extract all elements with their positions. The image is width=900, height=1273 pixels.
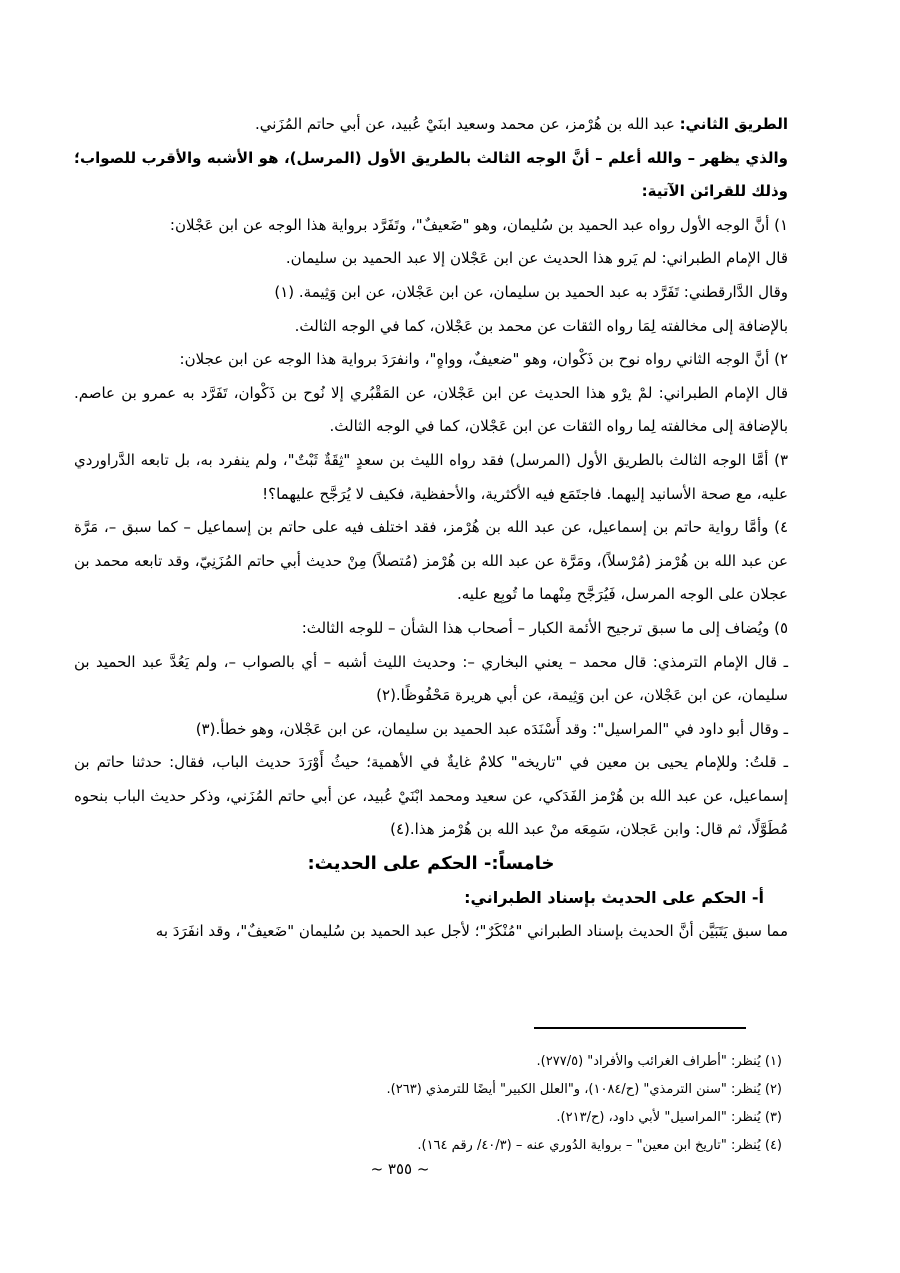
abu-dawud-quote: ـ وقال أبو داود في "المراسيل": وقد أَسْنَدَه عبد الحميد بن سليمان، عن ابن عَجْلان، وهو خطأ.(٣) (195, 719, 788, 738)
footnote-separator (534, 1027, 746, 1029)
conclusion-paragraph: والذي يظهر – والله أعلم – أنَّ الوجه الثالث بالطريق الأول (المرسل)، هو الأشبه والأقرب للصواب؛ وذلك للقرائن الآتية: (74, 148, 788, 201)
tirmidhi-quote: ـ قال الإمام الترمذي: قال محمد – يعني البخاري –: وحديث الليث أشبه – أي بالصواب –، ولم يَعُدَّ عبد الحميد بن سليمان، عن ابن عَجْلان، عن ابن وَثِيمة، عن أبي هريرة مَحْفُوظًا.(٢) (74, 652, 788, 705)
point-3: ٣) أمَّا الوجه الثالث بالطريق الأول (المرسل) فقد رواه الليث بن سعدٍ "ثِقَةٌ ثَبْتٌ"، ولم ينفرد به، بل تابعه الدَّراوردي عليه، مع صحة الأسانيد إليهما. فاجتَمَع فيه الأكثرية، والأحفظية، فكيف لا يُرَجَّح عليهما؟! (74, 450, 788, 503)
page-number: ~ ٣٥٥ ~ (370, 1160, 430, 1178)
point-5: ٥) ويُضاف إلى ما سبق ترجيح الأئمة الكبار – أصحاب هذا الشأن – للوجه الثالث: (301, 618, 788, 637)
footnote-3: (٣) يُنظر: "المراسيل" لأبي داود، (ح/٢١٣). (556, 1110, 782, 1125)
point-4: ٤) وأمَّا رواية حاتم بن إسماعيل، عن عبد الله بن هُرْمز، فقد اختلف فيه على حاتم بن إسماعيل – كما سبق –، مَرَّة عن عبد الله بن هُرْمز (مُرْسلاً)، ومَرَّة عن عبد الله بن هُرْمز (مُتصلاً) مِنْ حديث أبي حاتم المُزَنِيّ، وقد تابعه محمد بن عجلان على الوجه المرسل، فَيُرَجَّح مِنْهما ما تُوبِع عليه. (74, 518, 788, 604)
footnote-2: (٢) يُنظر: "سنن الترمذي" (ح/١٠٨٤)، و"العلل الكبير" أيضًا للترمذي (٢٦٣). (386, 1082, 782, 1097)
subsection-title: أ- الحكم على الحديث بإسناد الطبراني: (464, 888, 764, 908)
second-path-paragraph (74, 108, 788, 142)
footnote-1: (١) يُنظر: "أطراف الغرائب والأفراد" (٢٧٧/٥). (536, 1054, 782, 1069)
point-2: ٢) أنَّ الوجه الثاني رواه نوح بن ذَكْوان، وهو "ضعيفٌ، وواهٍ"، وانفرَدَ برواية هذا الوجه عن ابن عجلان: (179, 350, 788, 369)
point-1: ١) أنَّ الوجه الأول رواه عبد الحميد بن سُليمان، وهو "ضَعيفٌ"، وتَفَرَّد برواية هذا الوجه عن ابن عَجْلان: (169, 215, 788, 234)
point-2-tabarani: قال الإمام الطبراني: لمْ يرْو هذا الحديث عن ابن عَجْلان، عن المَقْبُري إلا نُوح بن ذَكْوان، تَفَرَّد به عمرو بن عاصم. بالإضافة إلى مخالفته لِما رواه الثقات عن ابن عَجْلان، كما في الوجه الثالث. (74, 383, 788, 436)
section-title: خامساً:- الحكم على الحديث: (307, 853, 555, 875)
ibn-maeen-quote: ـ قلتُ: وللإمام يحيى بن معين في "تاريخه" كلامٌ غايةٌ في الأهمية؛ حيثُ أَوْرَدَ حديث الباب، فقال: حدثنا حاتم بن إسماعيل، عن عبد الله بن هُرْمز الفَدَكي، عن سعيد ومحمد ابْنَيْ عُبيد، عن أبي حاتم المُزَني، وذكر حديث الباب بنحوه مُطَوَّلًا، ثم قال: وابن عَجلان، سَمِعَه منْ عبد الله بن هُرْمز هذا.(٤) (74, 753, 788, 839)
main-text (74, 108, 788, 949)
footnotes (260, 1048, 782, 1160)
second-path-text: عبد الله بن هُرْمز، عن محمد وسعيد ابنَيْ عُبيد، عن أبي حاتم المُزَني. (255, 115, 680, 133)
second-path-label: الطريق الثاني: (679, 115, 788, 133)
footnote-4: (٤) يُنظر: "تاريخ ابن معين" – برواية الدُوري عنه – (٤٠/٣/ رقم ١٦٤). (417, 1138, 782, 1153)
point-1-daraqutni: وقال الدَّارقطني: تَفَرَّد به عبد الحميد بن سليمان، عن ابن عَجْلان، عن ابن وَثِيمة. (١) (274, 282, 788, 301)
final-paragraph: مما سبق يَتَبَيَّن أنَّ الحديث بإسناد الطبراني "مُنْكَرٌ"؛ لأجل عبد الحميد بن سُليمان "ضَعيفٌ"، وقد انفَرَدَ به (155, 922, 788, 941)
point-1-tabarani: قال الإمام الطبراني: لم يَرو هذا الحديث عن ابن عَجْلان إلا عبد الحميد بن سليمان. (285, 249, 788, 268)
point-1-addition: بالإضافة إلى مخالفته لِمَا رواه الثقات عن محمد بن عَجْلان، كما في الوجه الثالث. (294, 316, 788, 335)
